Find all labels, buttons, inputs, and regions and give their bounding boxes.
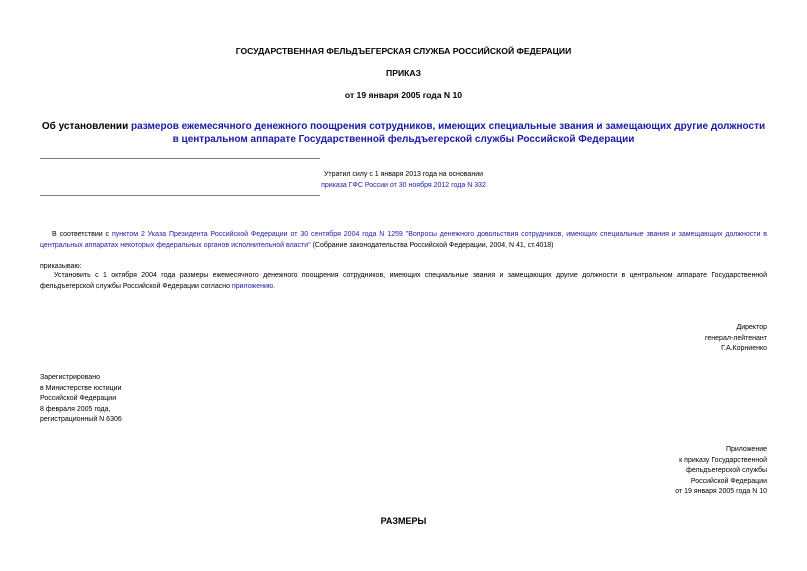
appendix-link[interactable]: приложению — [231, 282, 274, 290]
appendix-line: Российской Федерации — [690, 477, 767, 485]
appendix-line: от 19 января 2005 года N 10 — [675, 488, 767, 495]
divider-top — [40, 158, 320, 159]
registration-line: в Министерстве юстиции — [40, 384, 122, 392]
registration-line: Зарегистрировано — [40, 374, 100, 381]
order-word: приказываю: — [40, 263, 82, 270]
org-name: ГОСУДАРСТВЕННАЯ ФЕЛЬДЪЕГЕРСКАЯ СЛУЖБА РОССИЙСКОЙ ФЕДЕРАЦИИ — [235, 46, 572, 56]
appendix-line: к приказу Государственной — [679, 456, 767, 464]
registration-line: Российской Федерации — [40, 395, 117, 402]
appendix-line: фельдъегерской службы — [686, 467, 767, 474]
body-paragraph — [40, 271, 767, 292]
registration-line: регистрационный N 6306 — [40, 416, 122, 423]
preamble-text: В соответствии с — [52, 231, 112, 238]
signature-name: Г.А.Корниенко — [721, 345, 767, 352]
registration-line: 8 февраля 2005 года, — [40, 405, 111, 413]
doc-type: ПРИКАЗ — [386, 68, 421, 78]
appendix-header — [560, 445, 767, 498]
body-end: . — [273, 282, 276, 290]
appendix-line: Приложение — [725, 446, 767, 453]
doc-title-prefix: Об установлении — [41, 121, 132, 132]
signature-block — [560, 323, 767, 355]
repeal-order-link[interactable]: приказа ГФС России от 30 ноября 2012 года N 332 — [321, 181, 486, 189]
status-note — [300, 170, 507, 191]
section-title: РАЗМЕРЫ — [380, 516, 427, 526]
signature-position: Директор — [736, 324, 767, 331]
decree-link[interactable]: пунктом 2 Указа Президента Российской Федерации от 30 сентября 2004 года N 1259 "Вопросы денежного довольствия сотрудников, имеющих специальные звания и замещающих должности в центральных аппаратах некоторых федеральных органов исполнительной власти" — [40, 231, 767, 249]
status-line: Утратил силу с 1 января 2013 года на основании — [323, 171, 484, 178]
preamble-source: (Собрание законодательства Российской Федерации, 2004, N 41, ст.4018) — [310, 241, 554, 249]
signature-rank: генерал-лейтенант — [705, 334, 767, 342]
preamble — [40, 230, 767, 251]
doc-date-number: от 19 января 2005 года N 10 — [344, 90, 463, 100]
body-text: Установить с 1 октября 2004 года размеры ежемесячного денежного поощрения сотрудников, имеющих специальные звания и замещающих другие должности в центральном аппарате Государственной фельдъегерской службы Российской Федерации согласно — [40, 272, 767, 290]
doc-title-link[interactable]: размеров ежемесячного денежного поощрения сотрудников, имеющих специальные звания и замещающих другие должности в центральном аппарате Государственной фельдъегерской службы Российской Федерации — [131, 121, 766, 145]
divider-bottom — [40, 195, 320, 196]
registration-block — [40, 373, 122, 426]
doc-title — [40, 120, 767, 146]
